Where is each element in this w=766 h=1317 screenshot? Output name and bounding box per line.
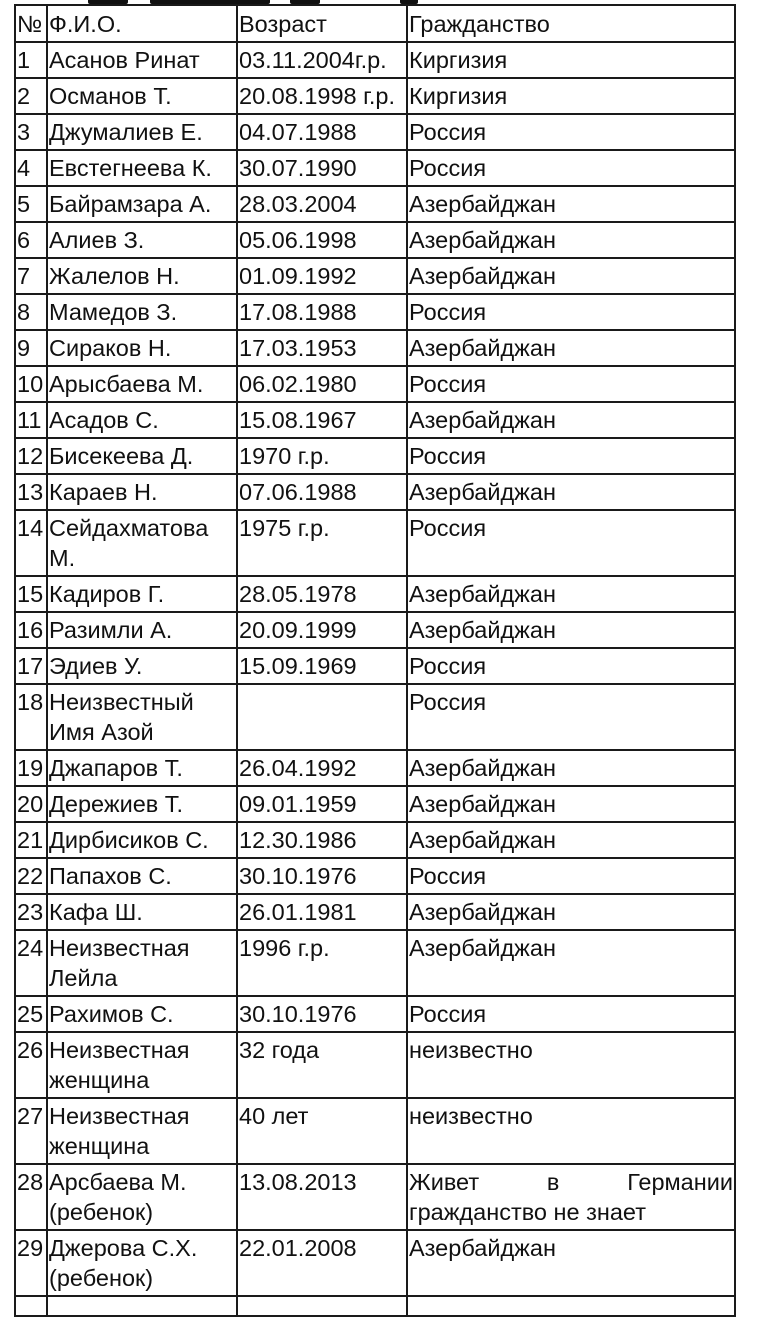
header-number: № [15, 5, 47, 42]
row-full-name: Бисекеева Д. [47, 438, 237, 474]
row-citizenship: Азербайджан [407, 930, 735, 996]
row-age: 17.03.1953 [237, 330, 407, 366]
empty-cell [15, 1296, 47, 1316]
citizenship-line-1: Живет в Германии [409, 1169, 733, 1195]
row-number: 13 [15, 474, 47, 510]
row-number: 6 [15, 222, 47, 258]
table-row [15, 78, 735, 114]
row-number: 16 [15, 612, 47, 648]
row-number: 23 [15, 894, 47, 930]
row-number: 4 [15, 150, 47, 186]
table-row [15, 222, 735, 258]
row-full-name: Дирбисиков С. [47, 822, 237, 858]
table-row [15, 114, 735, 150]
empty-cell [407, 1296, 735, 1316]
table-row [15, 750, 735, 786]
row-full-name: Папахов С. [47, 858, 237, 894]
row-number: 18 [15, 684, 47, 750]
row-citizenship: Азербайджан [407, 822, 735, 858]
row-number: 3 [15, 114, 47, 150]
table-row [15, 684, 735, 750]
row-full-name: Дережиев Т. [47, 786, 237, 822]
table-row [15, 648, 735, 684]
row-age: 28.05.1978 [237, 576, 407, 612]
row-citizenship: Азербайджан [407, 612, 735, 648]
table-row [15, 786, 735, 822]
table-row [15, 1230, 735, 1296]
header-age: Возраст [237, 5, 407, 42]
row-age: 26.04.1992 [237, 750, 407, 786]
row-age: 30.10.1976 [237, 996, 407, 1032]
row-citizenship: Азербайджан [407, 750, 735, 786]
row-full-name: Неизвестная женщина [47, 1032, 237, 1098]
row-age: 04.07.1988 [237, 114, 407, 150]
table-row [15, 822, 735, 858]
row-number: 17 [15, 648, 47, 684]
row-age: 28.03.2004 [237, 186, 407, 222]
row-number: 7 [15, 258, 47, 294]
row-age: 32 года [237, 1032, 407, 1098]
row-number: 28 [15, 1164, 47, 1230]
table-row [15, 996, 735, 1032]
row-number: 15 [15, 576, 47, 612]
row-citizenship: Азербайджан [407, 258, 735, 294]
row-citizenship: Азербайджан [407, 474, 735, 510]
row-citizenship: Россия [407, 858, 735, 894]
row-number: 22 [15, 858, 47, 894]
row-number: 25 [15, 996, 47, 1032]
table-row [15, 474, 735, 510]
empty-cell [47, 1296, 237, 1316]
row-full-name: Джапаров Т. [47, 750, 237, 786]
row-age: 13.08.2013 [237, 1164, 407, 1230]
row-age: 1996 г.р. [237, 930, 407, 996]
table-row [15, 186, 735, 222]
row-age: 20.09.1999 [237, 612, 407, 648]
row-citizenship: Азербайджан [407, 186, 735, 222]
row-age: 20.08.1998 г.р. [237, 78, 407, 114]
table-row [15, 330, 735, 366]
row-citizenship: неизвестно [407, 1032, 735, 1098]
row-age: 12.30.1986 [237, 822, 407, 858]
row-age: 1970 г.р. [237, 438, 407, 474]
row-number: 19 [15, 750, 47, 786]
row-number: 26 [15, 1032, 47, 1098]
row-full-name: Османов Т. [47, 78, 237, 114]
row-number: 27 [15, 1098, 47, 1164]
empty-cell [237, 1296, 407, 1316]
row-number: 21 [15, 822, 47, 858]
row-age: 03.11.2004г.р. [237, 42, 407, 78]
table-row [15, 576, 735, 612]
row-age: 40 лет [237, 1098, 407, 1164]
table-row [15, 438, 735, 474]
table-row [15, 930, 735, 996]
row-age: 26.01.1981 [237, 894, 407, 930]
row-age: 22.01.2008 [237, 1230, 407, 1296]
row-citizenship: Россия [407, 294, 735, 330]
row-full-name: Неизвестная женщина [47, 1098, 237, 1164]
row-full-name: Кадиров Г. [47, 576, 237, 612]
row-citizenship: Азербайджан [407, 402, 735, 438]
row-full-name: Караев Н. [47, 474, 237, 510]
row-age: 30.10.1976 [237, 858, 407, 894]
table-row [15, 510, 735, 576]
table-row [15, 402, 735, 438]
table-row [15, 1098, 735, 1164]
row-number: 24 [15, 930, 47, 996]
citizenship-line-2: гражданство не знает [409, 1199, 646, 1225]
row-number: 2 [15, 78, 47, 114]
table-header-row [15, 5, 735, 42]
row-full-name: Асанов Ринат [47, 42, 237, 78]
row-number: 5 [15, 186, 47, 222]
row-full-name: Кафа Ш. [47, 894, 237, 930]
table-row [15, 1164, 735, 1230]
row-age: 09.01.1959 [237, 786, 407, 822]
row-number: 9 [15, 330, 47, 366]
row-full-name: Сираков Н. [47, 330, 237, 366]
row-full-name: Эдиев У. [47, 648, 237, 684]
row-age: 1975 г.р. [237, 510, 407, 576]
row-age: 06.02.1980 [237, 366, 407, 402]
row-full-name: Асадов С. [47, 402, 237, 438]
row-full-name: Арысбаева М. [47, 366, 237, 402]
row-citizenship: Азербайджан [407, 1230, 735, 1296]
row-citizenship: Киргизия [407, 78, 735, 114]
row-age: 17.08.1988 [237, 294, 407, 330]
row-full-name: Байрамзара А. [47, 186, 237, 222]
row-citizenship: Россия [407, 114, 735, 150]
persons-table [14, 4, 736, 1317]
row-number: 11 [15, 402, 47, 438]
row-number: 8 [15, 294, 47, 330]
row-citizenship: Азербайджан [407, 576, 735, 612]
row-full-name: Арсбаева М. (ребенок) [47, 1164, 237, 1230]
row-full-name: Евстегнеева К. [47, 150, 237, 186]
row-citizenship: Азербайджан [407, 222, 735, 258]
row-full-name: Неизвестная Лейла [47, 930, 237, 996]
table-row [15, 612, 735, 648]
row-full-name: Джумалиев Е. [47, 114, 237, 150]
row-number: 29 [15, 1230, 47, 1296]
row-citizenship: Азербайджан [407, 330, 735, 366]
table-row-cut-off [15, 1296, 735, 1316]
table-row [15, 258, 735, 294]
row-citizenship: Россия [407, 438, 735, 474]
header-citizenship: Гражданство [407, 5, 735, 42]
row-citizenship: неизвестно [407, 1098, 735, 1164]
row-full-name: Джерова С.Х. (ребенок) [47, 1230, 237, 1296]
row-age: 07.06.1988 [237, 474, 407, 510]
row-full-name: Неизвестный Имя Азой [47, 684, 237, 750]
row-citizenship: Россия [407, 648, 735, 684]
row-number: 14 [15, 510, 47, 576]
row-citizenship: Россия [407, 510, 735, 576]
row-number: 1 [15, 42, 47, 78]
table-row [15, 294, 735, 330]
row-full-name: Жалелов Н. [47, 258, 237, 294]
table-row [15, 42, 735, 78]
row-citizenship: Россия [407, 150, 735, 186]
row-citizenship [407, 1164, 735, 1230]
row-full-name: Разимли А. [47, 612, 237, 648]
row-citizenship: Россия [407, 366, 735, 402]
table-row [15, 150, 735, 186]
row-age: 05.06.1998 [237, 222, 407, 258]
row-full-name: Рахимов С. [47, 996, 237, 1032]
row-citizenship: Россия [407, 996, 735, 1032]
row-age [237, 684, 407, 750]
row-number: 10 [15, 366, 47, 402]
header-full-name: Ф.И.О. [47, 5, 237, 42]
table-row [15, 894, 735, 930]
row-full-name: Сейдахматова М. [47, 510, 237, 576]
table-row [15, 858, 735, 894]
row-age: 01.09.1992 [237, 258, 407, 294]
row-full-name: Мамедов З. [47, 294, 237, 330]
row-age: 15.09.1969 [237, 648, 407, 684]
row-citizenship: Киргизия [407, 42, 735, 78]
row-citizenship: Россия [407, 684, 735, 750]
row-number: 20 [15, 786, 47, 822]
row-age: 30.07.1990 [237, 150, 407, 186]
row-full-name: Алиев З. [47, 222, 237, 258]
row-citizenship: Азербайджан [407, 894, 735, 930]
row-age: 15.08.1967 [237, 402, 407, 438]
table-row [15, 1032, 735, 1098]
row-number: 12 [15, 438, 47, 474]
row-citizenship: Азербайджан [407, 786, 735, 822]
table-row [15, 366, 735, 402]
